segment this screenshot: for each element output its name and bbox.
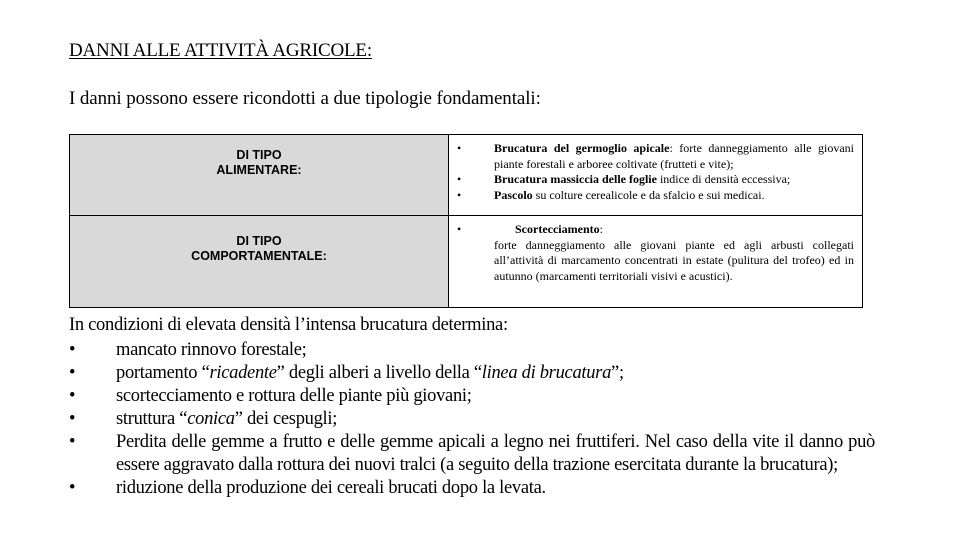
table-row [70, 216, 863, 308]
list-item [457, 222, 854, 284]
bullet-icon: • [69, 363, 76, 383]
bullet-icon: • [69, 478, 76, 498]
item-text: : forte danneggiamento alle giovani piante forestali e arboree coltivate (frutteti e vite); [494, 141, 854, 171]
damage-types-table [69, 134, 863, 308]
bullet-icon: • [457, 222, 462, 236]
description-cell-alimentare [449, 135, 863, 216]
type-label-line1: DI TIPO [236, 148, 282, 162]
item-text: su colture cerealicole e da sfalcio e sui medicai. [532, 187, 765, 202]
italic-text: linea di brucatura [481, 363, 612, 383]
text-run: ” degli alberi a livello della “ [276, 363, 482, 383]
text-run: scortecciamento e rottura delle piante più giovani; [116, 386, 472, 406]
text-run: portamento “ [116, 363, 210, 383]
type-label-line2: ALIMENTARE: [216, 163, 302, 177]
list-item-text [116, 431, 875, 477]
text-run: struttura “ [116, 409, 188, 429]
list-item [457, 141, 854, 172]
list-item-text [116, 408, 875, 431]
type-label-line1: DI TIPO [236, 234, 282, 248]
intro-text: I danni possono essere ricondotti a due tipologie fondamentali: [69, 88, 541, 109]
bullet-icon: • [69, 386, 76, 406]
text-run: mancato rinnovo forestale; [116, 340, 307, 360]
text-run: Perdita delle gemme a frutto e delle gemme apicali a legno nei fruttiferi. Nel caso della vite il danno può essere aggravato dalla rottura dei nuovi tralci (a seguito della trazione esercitata durante la brucatura); [116, 432, 875, 475]
text-run: ”; [611, 363, 624, 383]
list-item [69, 385, 875, 408]
type-cell-comportamentale [70, 216, 449, 308]
table-row [70, 135, 863, 216]
item-bold: Brucatura del germoglio apicale [494, 141, 670, 155]
list-item [69, 431, 875, 477]
effects-list [69, 339, 875, 500]
list-item [457, 172, 854, 188]
bullet-icon: • [69, 432, 76, 452]
italic-text: conica [187, 409, 235, 429]
bullet-icon: • [457, 141, 462, 155]
list-item-text [116, 362, 875, 385]
type-label-line2: COMPORTAMENTALE: [191, 249, 327, 263]
type-cell-alimentare [70, 135, 449, 216]
item-body: forte danneggiamento alle giovani piante ed agli arbusti collegati all’attività di marcamento concentrati in estate (pulitura del trofeo) ed in autunno (marcamenti territoriali visivi e acustici). [494, 237, 854, 283]
text-run: riduzione della produzione dei cereali brucati dopo la levata. [116, 478, 546, 498]
bullet-icon: • [69, 409, 76, 429]
list-item [69, 339, 875, 362]
item-bold: Brucatura massiccia delle foglie [494, 172, 657, 186]
description-cell-comportamentale [449, 216, 863, 308]
list-item [69, 408, 875, 431]
bullet-icon: • [457, 172, 462, 186]
list-item [69, 362, 875, 385]
list-item [457, 188, 854, 204]
item-text: indice di densità eccessiva; [656, 172, 791, 186]
bullet-icon: • [457, 187, 462, 202]
text-run: ” dei cespugli; [234, 409, 338, 429]
italic-text: ricadente [209, 363, 277, 383]
section-title: DANNI ALLE ATTIVITÀ AGRICOLE: [69, 40, 372, 61]
list-item [69, 477, 875, 500]
list-item-text [116, 339, 875, 362]
list-item-text [116, 385, 875, 408]
bullet-icon: • [69, 340, 76, 360]
density-paragraph: In condizioni di elevata densità l’intensa brucatura determina: [69, 315, 508, 335]
item-bold: Pascolo [494, 187, 533, 202]
list-item-text [116, 477, 875, 500]
item-text: : [599, 222, 603, 236]
item-bold: Scortecciamento [515, 222, 600, 236]
